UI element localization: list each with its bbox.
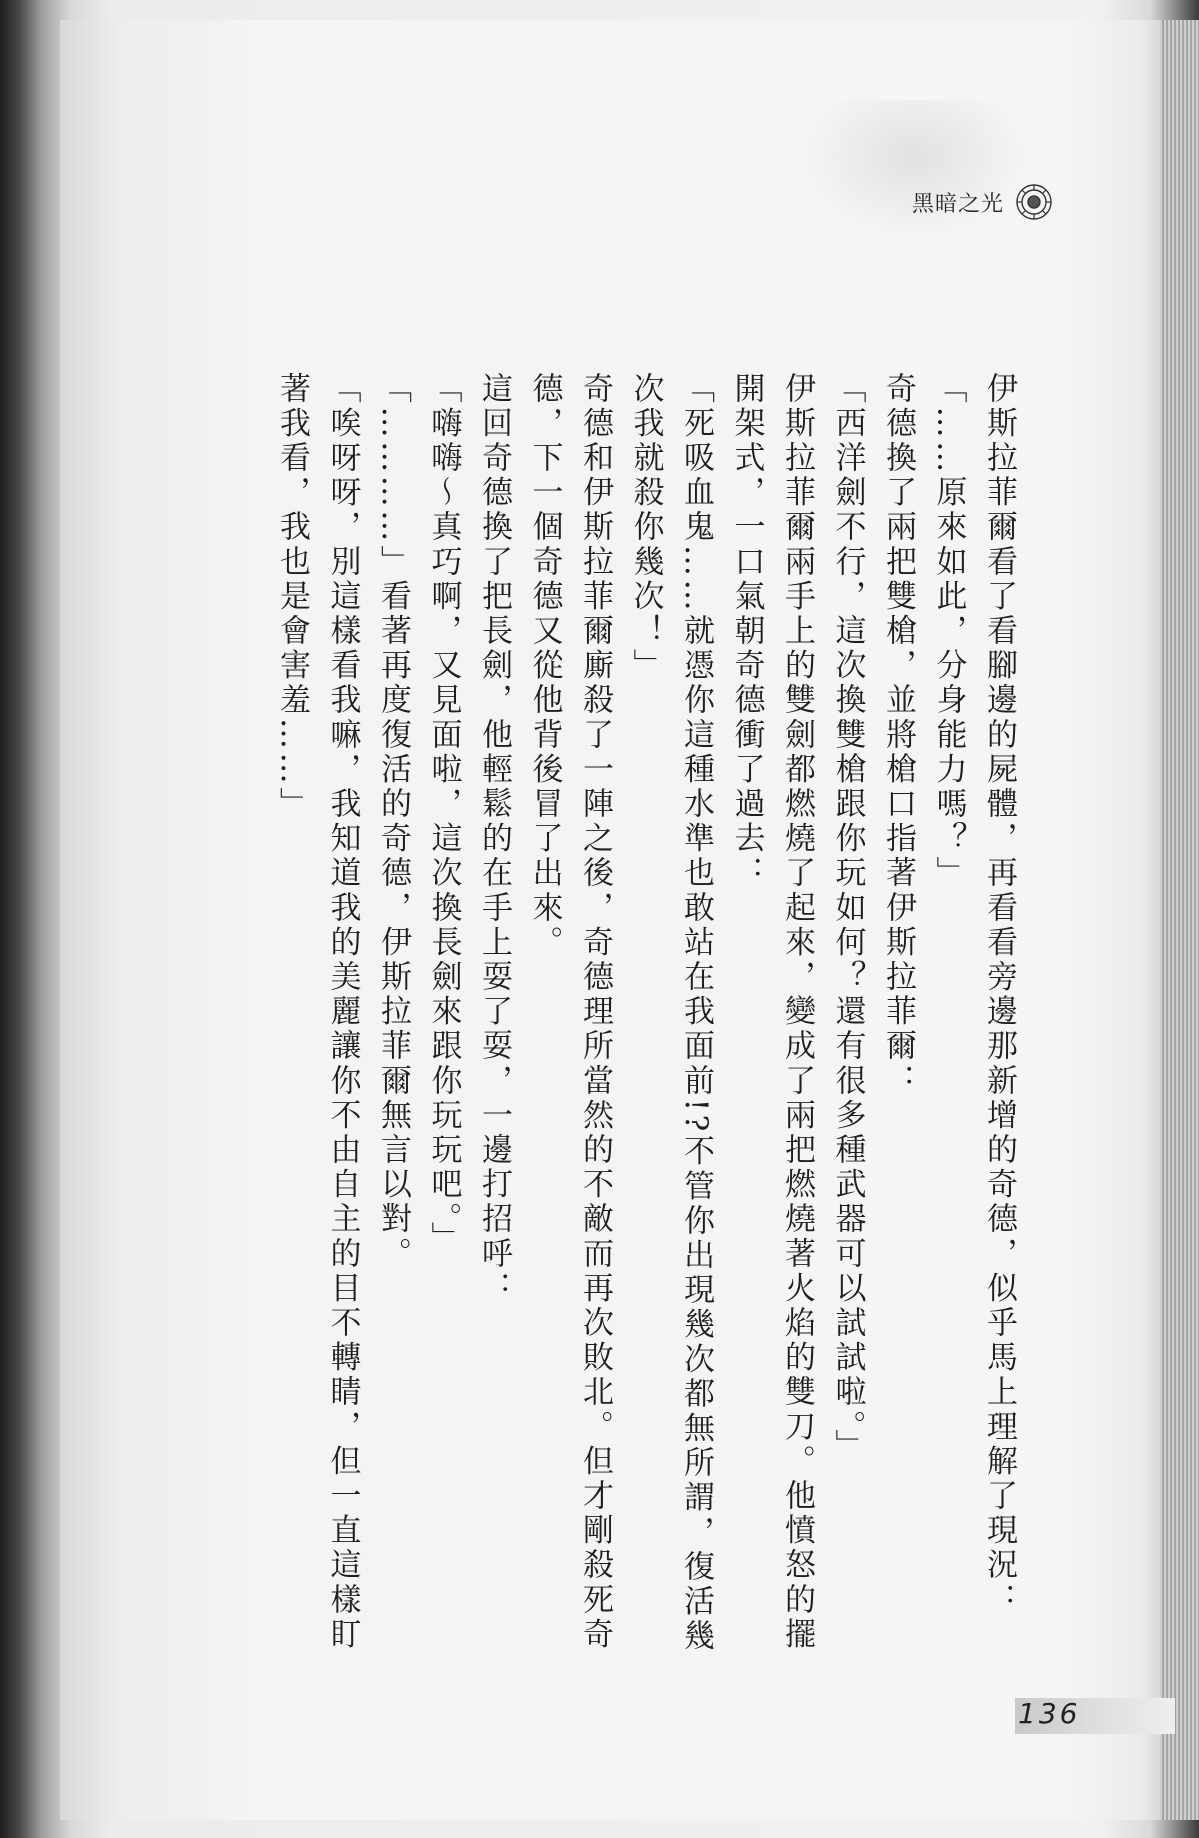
paragraph: 「嗨嗨～真巧啊，又見面啦，這次換長劍來跟你玩玩吧。」: [425, 372, 462, 1257]
paragraph: 「死吸血鬼……就憑你這種水準也敢站在我面前!?不管你出現幾次都無所謂，復活幾次我就殺你幾次！」: [627, 372, 714, 1654]
paragraph: 伊斯拉菲爾看了看腳邊的屍體，再看看旁邊那新增的奇德，似乎馬上理解了現況：: [981, 372, 1017, 1618]
paragraph: 伊斯拉菲爾兩手上的雙劍都燃燒了起來，變成了兩把燃燒著火焰的雙刀。他憤怒的擺開架式，一口氣朝奇德衝了過去：: [728, 372, 815, 1653]
flower-emblem-icon: [1014, 182, 1054, 222]
header-title: 黑暗之光: [911, 191, 1004, 217]
paragraph: 奇德換了兩把雙槍，並將槍口指著伊斯拉菲爾：: [880, 372, 916, 1099]
running-header: [912, 182, 1054, 222]
paragraph: 「唉呀呀，別這樣看我嘛，我知道我的美麗讓你不由自主的目不轉睛，但一直這樣盯著我看，我也是會害羞……」: [274, 372, 361, 1653]
paragraph: 「西洋劍不行，這次換雙槍跟你玩如何？還有很多種武器可以試試啦。」: [829, 372, 866, 1464]
paragraph: 奇德和伊斯拉菲爾廝殺了一陣之後，奇德理所當然的不敵而再次敗北。但才剛殺死奇德，下一個奇德又從他背後冒了出來。: [526, 372, 613, 1653]
paragraph: 「……原來如此，分身能力嗎？」: [930, 372, 967, 891]
paragraph: 「…………」看著再度復活的奇德，伊斯拉菲爾無言以對。: [375, 372, 411, 1272]
paragraph: 這回奇德換了把長劍，他輕鬆的在手上耍了耍，一邊打招呼：: [476, 372, 512, 1307]
vertical-body-text: [144, 372, 1024, 1672]
page-edges: [1160, 20, 1199, 1820]
page-number: 136: [1018, 1697, 1081, 1730]
